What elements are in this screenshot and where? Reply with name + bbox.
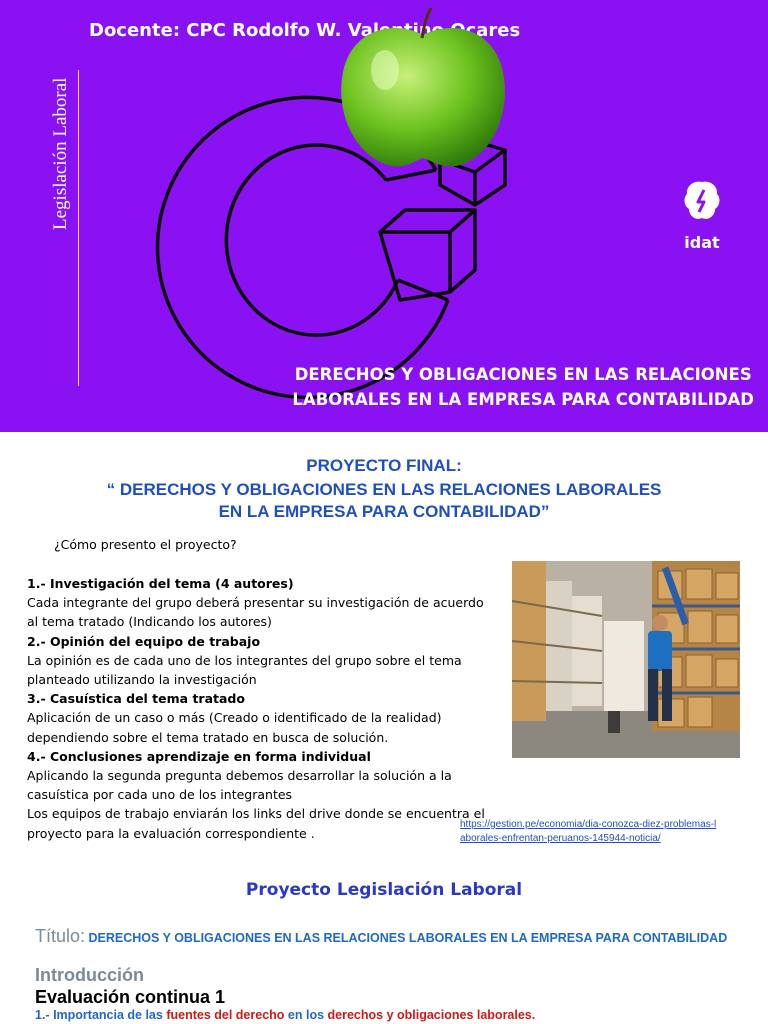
news-link-line[interactable]: aborales-enfrentan-peruanos-145944-noticia/ xyxy=(460,833,661,844)
evaluation-item-1 xyxy=(35,1008,535,1022)
step-text: al tema tratado (Indicando los autores) xyxy=(27,614,272,630)
project-heading-line: “ DERECHOS Y OBLIGACIONES EN LAS RELACIONES LABORALES xyxy=(106,480,662,499)
project-heading-line: EN LA EMPRESA PARA CONTABILIDAD” xyxy=(218,502,550,521)
project-legislation-title: Proyecto Legislación Laboral xyxy=(245,880,523,900)
title-row xyxy=(35,928,735,947)
step-text: La opinión es de cada uno de los integrantes del grupo sobre el tema xyxy=(27,652,462,668)
g-inner-arc xyxy=(226,145,398,335)
step-text: Aplicando la segunda pregunta debemos desarrollar la solución a la xyxy=(27,768,452,784)
step-heading: 4.- Conclusiones aprendizaje en forma individual xyxy=(27,748,371,764)
idat-logo xyxy=(672,178,732,252)
step-heading: 2.- Opinión del equipo de trabajo xyxy=(27,633,261,649)
brain-icon xyxy=(682,178,722,226)
cover-title xyxy=(292,362,754,412)
step-text: planteado utilizando la investigación xyxy=(27,672,257,688)
introduction-heading: Introducción xyxy=(35,965,144,985)
teacher-name: Docente: CPC Rodolfo W. Valentino Ocares xyxy=(89,20,521,41)
item-text: Importancia de las xyxy=(53,1008,163,1022)
title-value: DERECHOS Y OBLIGACIONES EN LAS RELACIONES LABORALES EN LA EMPRESA PARA CONTABILIDAD xyxy=(88,931,728,945)
cover-slide xyxy=(0,0,768,432)
title-label: Título: xyxy=(35,926,86,946)
evaluation-heading: Evaluación continua 1 xyxy=(35,987,226,1007)
step-heading: 3.- Casuística del tema tratado xyxy=(27,691,245,707)
brand-name: idat xyxy=(684,233,720,252)
step-text: dependiendo sobre el tema tratado en busca de solución. xyxy=(27,729,389,745)
step-text: Cada integrante del grupo deberá presentar su investigación de acuerdo xyxy=(27,595,484,611)
cover-title-line: DERECHOS Y OBLIGACIONES EN LAS RELACIONES xyxy=(294,365,752,384)
step-text: proyecto para la evaluación correspondiente . xyxy=(27,825,315,841)
how-to-present-question: ¿Cómo presento el proyecto? xyxy=(54,537,237,552)
news-link-line[interactable]: https://gestion.pe/economia/dia-conozca-diez-problemas-l xyxy=(460,819,717,830)
step-text: casuística por cada uno de los integrantes xyxy=(27,787,293,803)
step-text: Los equipos de trabajo enviarán los links del drive donde se encuentra el xyxy=(27,806,485,822)
project-instructions xyxy=(27,574,507,843)
news-link[interactable] xyxy=(460,818,760,846)
project-heading: PROYECTO FINAL: xyxy=(306,456,462,475)
item-number: 1.- xyxy=(35,1008,50,1022)
item-text: en los xyxy=(287,1008,325,1022)
g-bar-front xyxy=(380,232,450,300)
item-highlight: fuentes del derecho xyxy=(166,1008,285,1022)
course-vertical-title: Legislación Laboral xyxy=(50,77,71,230)
warehouse-photo xyxy=(512,561,740,758)
item-highlight: derechos y obligaciones laborales. xyxy=(327,1008,536,1022)
step-heading: 1.- Investigación del tema (4 autores) xyxy=(27,576,294,591)
apple-icon xyxy=(341,8,505,166)
step-text: Aplicación de un caso o más (Creado o identificado de la realidad) xyxy=(27,710,442,726)
cover-title-line: LABORALES EN LA EMPRESA PARA CONTABILIDAD xyxy=(292,390,754,409)
